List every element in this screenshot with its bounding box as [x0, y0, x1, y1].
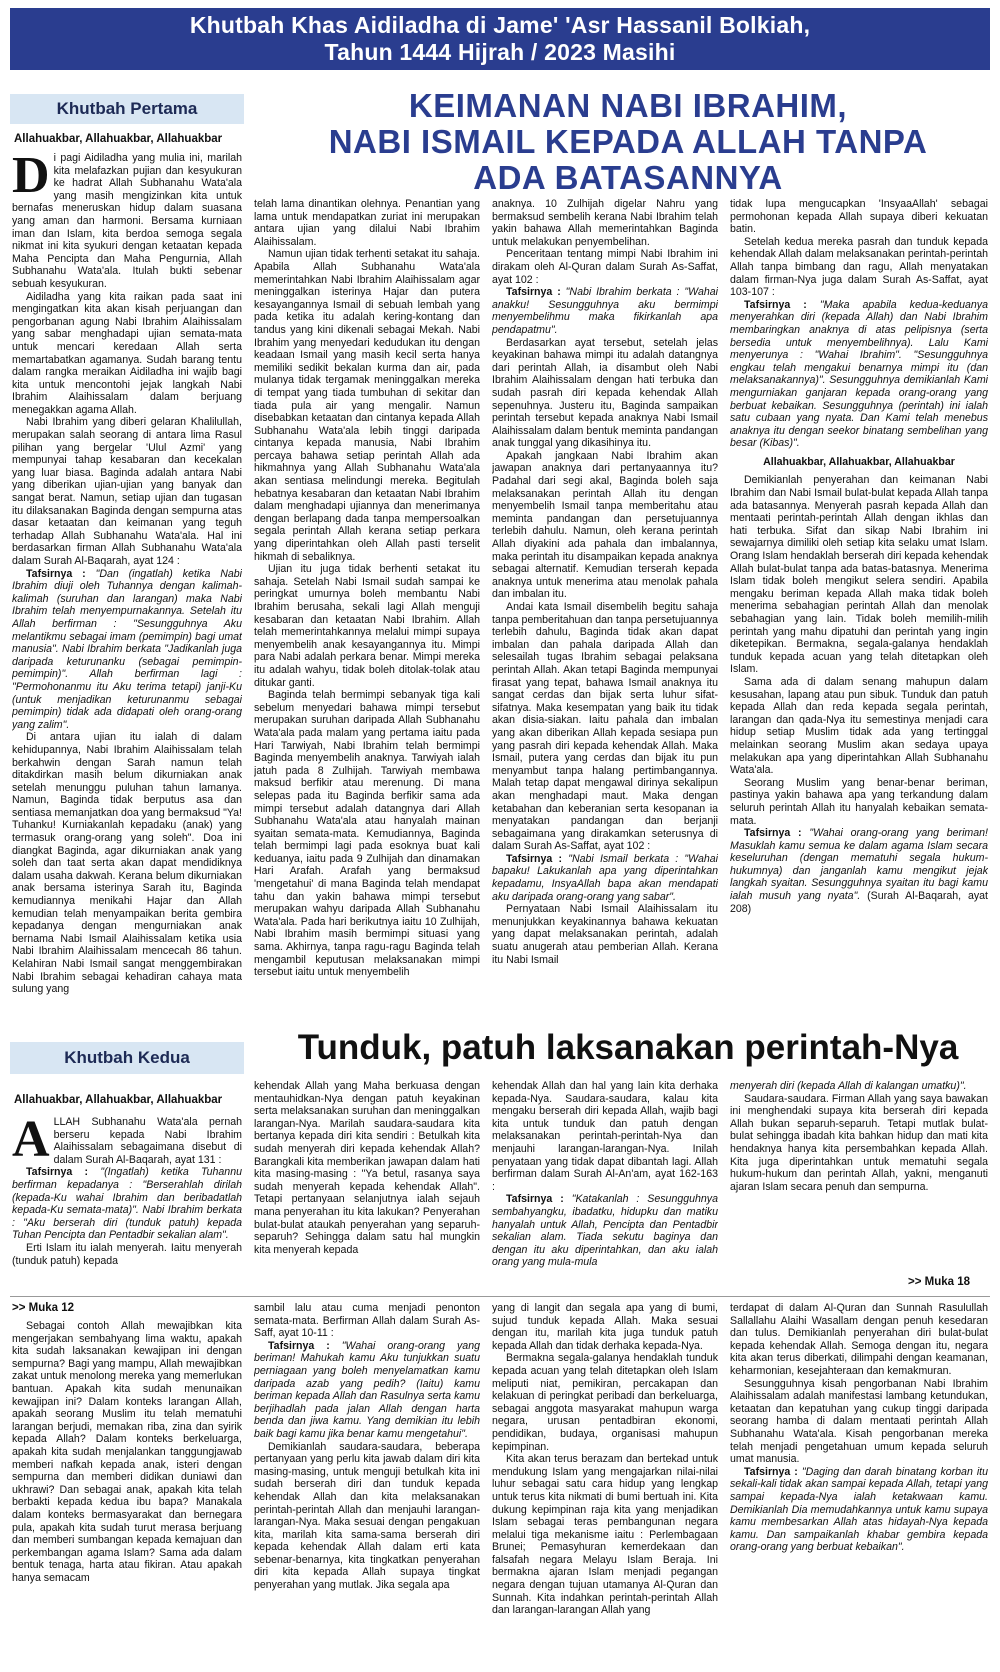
k2-column-1 — [12, 1116, 242, 1288]
tafsir-text: "(Ingatlah) ketika Tuhannu berfirman kepadanya : "Berserahlah dirilah (kepada-Ku wahai Ibrahim dan beribadatlah kepada-Ku semata-mata)". Nabi Ibrahim berkata : "Aku berserah diri (tunduk patuh) kepada Tuhan Pencipta dan Pentadbir sekalian alam". — [12, 1166, 242, 1242]
paragraph: Kita akan terus berazam dan bertekad untuk mendukung Islam yang mengajarkan nilai-nilai luhur sebagai satu cara hidup yang lengkap untuk terus kita nikmati di bumi bertuah ini. Kita dukung kepimpinan raja kita yang menjadikan Islam sebagai teras pembangunan negara melalui tiga mekanisme iaitu : Perlembagaan Brunei; Pemasyhuran kemerdekaan dan falsafah negara Melayu Islam Beraja. Ini bermakna ajaran Islam menjadi pegangan negara dengan tujuan utamanya Al-Quran dan Sunnah. Kita indahkan perintah-perintah Allah dan larangan-larangan Allah yang — [492, 1453, 718, 1617]
bottom-column-4 — [730, 1302, 988, 1666]
tafsir-text: "Katakanlah : Sesungguhnya sembahyangku, ibadatku, hidupku dan matiku hanyalah untuk Allah, Pencipta dan Pentadbir sekalian alam. Tiada sekutu baginya dan dengan itu aku diperintahkan, dan aku ialah orang yang mula-mula — [492, 1193, 718, 1269]
paragraph: Nabi Ibrahim yang diberi gelaran Khalilullah, merupakan salah seorang di antara lima Rasul pilihan yang bergelar 'Ulul Azmi' yang mempunyai tahap kesabaran dan kecekalan yang luar biasa. Baginda adalah antara Nabi yang diberikan ujian-ujian yang banyak dan sangat berat. Namun, setiap ujian dan tugasan itu dilaksanakan Baginda dengan sempurna atas dasar ketaatan dan keimanan yang teguh terhadap Allah Subhanahu Wata'ala. Hal ini berdasarkan firman Allah Subhanahu Wata'ala dalam Surah Al-Baqarah, ayat 124 : — [12, 416, 242, 567]
paragraph: Apakah jangkaan Nabi Ibrahim akan jawapan anaknya dari pertanyaannya itu? Padahal dari segi akal, Baginda boleh saja melaksanakan perintah Allah itu dengan menyembelih Ismail tanpa memberitahu atau meminta pandangan dan persetujuannya terlebih dahulu. Namun, oleh kerana perintah Allah diyakini ada pahala dan imbalannya, maka perintah itu disampaikan kepada anaknya sebagai alternatif. Kemudian terserah kepada anaknya untuk menerima atau menolak pahala dan imbalan itu. — [492, 449, 718, 601]
paragraph: Ujian itu juga tidak berhenti setakat itu sahaja. Setelah Nabi Ismail sudah sampai ke peringkat umurnya boleh membantu Nabi Ibrahim berusaha, sekali lagi Allah menguji kesabaran dan ketaatan Nabi Ibrahim. Allah telah memerintahkannya melalui mimpi supaya menyembelih anak kesayangannya itu. Mimpi para Nabi adalah perkara benar. Mimpi mereka itu adalah wahyu, tidak boleh ditolak-tolak atau ditukar ganti. — [254, 563, 480, 689]
tafsir-quote — [12, 568, 242, 732]
article-column-2 — [254, 198, 480, 1000]
bottom-column-3 — [492, 1302, 718, 1666]
paragraph: LLAH Subhanahu Wata'ala pernah berseru kepada Nabi Ibrahim Alaihissalam sebagaimana disebut di dalam Surah Al-Baqarah, ayat 131 : — [53, 1116, 242, 1166]
paragraph: Pernyataan Nabi Ismail Alaihissalam itu menunjukkan keyakinannya bahawa kekuatan yang dapat melaksanakan perintah, adalah suatu anugerah atau pemberian Allah. Kerana itu Nabi Ismail — [492, 903, 718, 966]
tafsir-text: "Wahai orang-orang yang beriman! Masuklah kamu semua ke dalam agama Islam secara keseluruhan (dengan mematuhi segala hukum-hukumnya) dan janganlah kamu mengikut jejak langkah syaitan. Sesungguhnya syaitan itu bagi kamu ialah musuh yang nyata". — [730, 827, 988, 903]
tafsir-label: Tafsirnya : — [26, 1166, 89, 1179]
paragraph: tidak lupa mengucapkan 'InsyaaAllah' sebagai permohonan kepada Allah supaya diberi kekuatan batin. — [730, 198, 988, 236]
tafsir-source: (Surah Al-Baqarah, ayat 208) — [730, 890, 988, 915]
paragraph: Sebagai contoh Allah mewajibkan kita mengerjakan sembahyang lima waktu, apakah kita sudah laksanakan kewajipan ini dengan sempurna? Bagi yang mampu, Allah mewajibkan zakat untuk menolong mereka yang memerlukan bantuan. Apakah kita sudah menunaikan kewajipan ini? Dalam konteks larangan Allah, apakah seorang Muslim itu telah mematuhi larangan berjudi, memakan riba, zina dan syirik kepada Allah? Dalam konteks berkeluarga, apakah kita sudah menjalankan tanggungjawab memberi nafkah kepada anak, isteri dengan sempurna dan memberi didikan duniawi dan ukhrawi? Dan sebagai anak, apakah kita telah berbakti kepada kedua ibu bapa? Manakala dalam konteks bermasyarakat dan bernegara pula, apakah kita sudah turut merasa berjuang dan memberi sumbangan kepada kemajuan dan perkembangan agama Islam? Sama ada dalam bentuk tenaga, harta atau fikiran. Atau apakah hanya semacam — [12, 1320, 242, 1584]
tafsir-quote — [492, 853, 718, 903]
section-label-khutbah-pertama: Khutbah Pertama — [10, 94, 244, 124]
banner-line-1: Khutbah Khas Aidiladha di Jame' 'Asr Hassanil Bolkiah, — [189, 12, 811, 38]
article-column-3 — [492, 198, 718, 1000]
headline-line-2: NABI ISMAIL KEPADA ALLAH TANPA — [328, 123, 928, 160]
paragraph: i pagi Aidiladha yang mulia ini, marilah kita melafazkan pujian dan kesyukuran ke hadrat Allah Subhanahu Wata'ala yang masih mengizinkan kita untuk bernafas meneruskan hidup dalam suasana yang aman dan harmoni. Bersama kurniaan iman dan Islam, kita berdoa semoga segala nikmat ini kita syukuri dengan ketaatan kepada Maha Pencipta dan Maha Pengurnia, Allah Subhanahu Wata'ala. Itulah bukti sebenar sebuah kesyukuran. — [12, 152, 242, 290]
article-column-4 — [730, 198, 988, 1000]
page-banner — [10, 8, 990, 70]
paragraph: Berdasarkan ayat tersebut, setelah jelas keyakinan bahawa mimpi itu adalah datangnya dari perintah Allah, ia disambut oleh Nabi Ibrahim Alaihissalam dengan hati terbuka dan sudah pasrah diri kepada kehendak Allah sepenuhnya. Justeru itu, Baginda sampaikan perintah tersebut kepada anaknya Nabi Ismail Alaihissalam dalam bentuk meminta pandangan anak tunggal yang dikasihinya itu. — [492, 336, 718, 450]
tafsir-label: Tafsirnya : — [268, 1339, 330, 1352]
tafsir-label: Tafsirnya : — [744, 827, 802, 840]
tafsir-text: "Nabi Ibrahim berkata : "Wahai anakku! Sesungguhnya aku bermimpi menyembelihmu maka fikirkanlah apa pendapatmu". — [492, 286, 718, 336]
paragraph: Baginda telah bermimpi sebanyak tiga kali sebelum menyedari bahawa mimpi tersebut merupakan suruhan daripada Allah Subhanahu Wata'ala pada malam yang pertama iaitu pada Hari Tarwiyah, Nabi Ibrahim telah bermimpi Baginda menyembelih anaknya. Tarwiyah ialah jatuh pada 8 Zulhijah. Tarwiyah membawa maksud berfikir atau merenung. Di mana selepas pada itu Baginda berfikir sama ada mimpi tersebut adalah datangnya dari Allah Subhanahu Wata'ala atau hanyalah mainan syaitan semata-mata. Kemudiannya, Baginda telah bermimpi lagi pada esoknya buat kali keduanya, iaitu pada 9 Zulhijah dan dinamakan Hari Arafah. Arafah yang bermaksud 'mengetahui' di mana Baginda telah mendapat tahu dan yakin bahawa mimpi tersebut merupakan wahyu daripada Allah Subhanahu Wata'ala. Pada hari berikutnya iaitu 10 Zulhijah, Nabi Ibrahim masih bermimpi situasi yang sama. Akhirnya, tanpa ragu-ragu Baginda telah mengambil keputusan melaksanakan mimpi tersebut iaitu untuk menyembelih — [254, 689, 480, 979]
section-label-khutbah-kedua: Khutbah Kedua — [10, 1042, 244, 1074]
paragraph: Bermakna segala-galanya hendaklah tunduk kepada acuan yang telah ditetapkan oleh Islam meliputi niat, pemikiran, percakapan dan kelakuan di peringkat peribadi dan berkeluarga, sebagai anggota masyarakat mahupun warga negara, urusan pentadbiran ekonomi, pendidikan, budaya, organisasi mahupun kepimpinan. — [492, 1352, 718, 1453]
tafsir-quote — [730, 1466, 988, 1554]
paragraph: yang di langit dan segala apa yang di bumi, sujud tunduk kepada Allah. Maka sesuai dengan itu, marilah kita juga tunduk patuh kepada Allah dan tidak derhaka kepada-Nya. — [492, 1302, 718, 1352]
divider — [10, 1296, 990, 1297]
k2-column-2 — [254, 1080, 480, 1288]
tafsir-label: Tafsirnya : — [506, 1193, 564, 1206]
paragraph: Demikianlah saudara-saudara, beberapa pertanyaan yang perlu kita jawab dalam diri kita masing-masing, untuk menguji betulkah kita ini sudah berserah diri dan tunduk kepada kehendak Allah dan kita melaksanakan perintah-perintah Allah dan menjauhi larangan-larangan-Nya. Maka sesuai dengan pengakuan kita, marilah kita sama-sama berserah diri kepada kehendak Allah dalam erti kata sebenar-benarnya, kita tingkatkan penyerahan diri kita kepada Allah supaya tingkat penyerahan yang mutlak. Jika segala apa — [254, 1440, 480, 1592]
paragraph: Namun ujian tidak terhenti setakat itu sahaja. Apabila Allah Subhanahu Wata'ala memerintahkan Nabi Ibrahim Alaihissalam agar meninggalkan isterinya Hajar dan putera kesayangannya Ismail di sebuah lembah yang pada ketika itu adalah kering-kontang dan tandus yang kini dikenali sebagai Mekah. Nabi Ibrahim yang menyedari kedudukan itu dengan keadaan Ismail yang masih kecil serta hanya memiliki sedikit bekalan kurma dan air, pada mulanya tidak tergamak meninggalkan mereka di tempat yang tiada tumbuhan di sekitar dan tiada pula air yang mengalir. Namun disebabkan ketaatan dan cintanya kepada Allah Subhanahu Wata'ala lebih tinggi daripada cintanya kepada manusia, Nabi Ibrahim percaya bahawa setiap perintah Allah ada hikmahnya yang Allah Subhanahu Wata'ala akan sentiasa melindungi mereka. Begitulah hebatnya kesabaran dan ketaatan Nabi Ibrahim dalam menghadapi ujiannya dan menerimanya dengan berlapang dada tanpa mempersoalkan segala perintah Allah kerana setiap perkara yang diperintahkan oleh Allah pasti terselit hikmah di sebaliknya. — [254, 248, 480, 563]
bottom-column-1 — [12, 1320, 242, 1666]
tafsir-quote — [492, 1193, 718, 1269]
paragraph: Setelah kedua mereka pasrah dan tunduk kepada kehendak Allah dalam melaksanakan perintah-perintah Allah tanpa bimbang dan ragu, Allah menyatakan dalam firman-Nya juga dalam Surah As-Saffat, ayat 103-107 : — [730, 235, 988, 299]
paragraph: telah lama dinantikan olehnya. Penantian yang lama untuk mendapatkan zuriat ini merupakan antara ujian yang dilalui Nabi Ibrahim Alaihissalam. — [254, 198, 480, 248]
continued-page-ref[interactable]: >> Muka 18 — [908, 1276, 971, 1288]
paragraph: Penceritaan tentang mimpi Nabi Ibrahim ini dirakam oleh Al-Quran dalam Surah As-Saffat, ayat 102 : — [492, 248, 718, 286]
dropcap-letter: D — [12, 152, 50, 204]
k2-column-3 — [492, 1080, 718, 1288]
paragraph: sambil lalu atau cuma menjadi penonton semata-mata. Berfirman Allah dalam Surah As-Saff, ayat 10-11 : — [254, 1302, 480, 1340]
paragraph: kehendak Allah yang Maha berkuasa dengan mentauhidkan-Nya dengan patuh keyakinan serta melaksanakan suruhan dan meninggalkan larangan-Nya. Marilah saudara-saudara kita bertanya kepada diri kita sendiri : Betulkah kita sudah menyerah diri kepada kehendak Allah? Barangkali kita memberikan jawapan dalam hati kita masing-masing : "Ya betul, rasanya saya sudah menyerah kepada kehendak Allah". Tetapi pertanyaan selanjutnya ialah sejauh mana penyerahan itu kita lakukan? Penyerahan bulat-bulat ataukah penyerahan yang separuh-separuh? Sehingga dalam satu hal mungkin kita menyerah kepada — [254, 1080, 480, 1256]
k2-column-4 — [730, 1080, 988, 1268]
paragraph: kehendak Allah dan hal yang lain kita derhaka kepada-Nya. Saudara-saudara, kalau kita mengaku berserah diri kepada Allah, wajib bagi kita untuk tunduk dan patuh dengan melaksanakan perintah-perintah-Nya dan menjauhi larangan-larangan-Nya. Inilah penyataan yang tidak dapat dibantah lagi. Allah berfirman dalam Surah Al-An'am, ayat 162-163 : — [492, 1080, 718, 1193]
takbir-heading: Allahuakbar, Allahuakbar, Allahuakbar — [763, 455, 955, 468]
paragraph: Demikianlah penyerahan dan keimanan Nabi Ibrahim dan Nabi Ismail bulat-bulat kepada Allah tanpa ada batasannya. Menyerah pasrah kepada Allah dan mentaati perintah-perintah Allah dengan ikhlas dan hati terbuka. Sifat dan sikap Nabi Ibrahim ini sewajarnya dimiliki oleh setiap kita selaku umat Islam. Orang Islam hendaklah berserah diri kepada kehendak Allah bulat-bulat tanpa ada batas-batasnya. Menerima Islam tidak boleh mengikut selera sendiri. Apabila mengaku beriman kepada Allah maka tidak boleh menerima sebahagian perintah Allah dan menolak sebahagian yang lain. Tidak boleh memilih-milih perintah yang mahu dipatuhi dan perintah yang ingin diketepikan. Bermakna, segala-galanya hendaklah tunduk kepada acuan yang telah ditetapkan oleh Islam. — [730, 474, 988, 676]
tafsir-label: Tafsirnya : — [744, 1465, 798, 1478]
takbir-heading: Allahuakbar, Allahuakbar, Allahuakbar — [14, 133, 223, 145]
paragraph: Aidiladha yang kita raikan pada saat ini mengingatkan kita akan kisah perjuangan dan pengorbanan agung Nabi Ibrahim Alaihissalam yang sabar menghadapi ujian semata-mata untuk mencari keredaan Allah serta memartabatkan agamanya. Sudah barang tentu dalam rangka meraikan Aidiladha ini wajib bagi kita untuk mencontohi jejak langkah Nabi Ibrahim Alaihissalam dalam berjuang menegakkan agama Allah. — [12, 290, 242, 416]
tafsir-label: Tafsirnya : — [26, 567, 86, 580]
paragraph: anaknya. 10 Zulhijah digelar Nahru yang bermaksud sembelih kerana Nabi Ibrahim telah yakin bahawa Allah memerintahkan Baginda untuk melakukan penyembelihan. — [492, 198, 718, 248]
paragraph: Saudara-saudara. Firman Allah yang saya bawakan ini menghendaki supaya kita berserah diri kepada Allah bukan separuh-separuh. Tetapi mutlak bulat-bulat sehingga ibadah kita bahkan hidup dan mati kita hendaknya hanya kita persembahkan kepada Allah. Kita juga diperintahkan untuk mematuhi segala hukum-hukum dan perintah Allah, yakni, menganuti ajaran Islam secara penuh dan sempurna. — [730, 1092, 988, 1193]
paragraph: Andai kata Ismail disembelih begitu sahaja tanpa pemberitahuan dan tanpa persetujuannya terlebih dahulu, Baginda tidak akan dapat imbalan dan pahala daripada Allah dan selesailah tugas Ibrahim sebagai pelaksana perintah Allah. Akan tetapi Baginda mempunyai firasat yang tepat, bahawa Ismail anaknya itu sangat cerdas dan bijak serta luhur sifat-sifatnya. Maka kesempatan yang baik itu tidak akan disia-siakan. Iaitu pahala dan imbalan yang akan diberikan Allah kepada sesiapa pun yang pasrah diri kepada kehendak Allah. Maka Ismail, putera yang cerdas dan bijak itu pun menyambut tanpa halang pertimbangannya. Malah tetap dapat mengawal dirinya sekalipun akan menghadapi maut. Maka dengan ketabahan dan keberanian serta kesopanan ia menyatakan pandangan dan berjanji sebagaimana yang dirakamkan seterusnya di dalam Surah As-Saffat, ayat 102 : — [492, 601, 718, 853]
headline-line-1: KEIMANAN NABI IBRAHIM, — [408, 87, 848, 124]
tafsir-quote — [12, 1166, 242, 1242]
bottom-column-2 — [254, 1302, 480, 1666]
article-column-1 — [12, 152, 242, 1000]
tafsir-label: Tafsirnya : — [506, 852, 563, 865]
takbir-heading: Allahuakbar, Allahuakbar, Allahuakbar — [14, 1094, 223, 1106]
tafsir-text: "Maka apabila kedua-keduanya menyerahkan diri (kepada Allah) dan Nabi Ibrahim membaringkan anaknya di atas pelipisnya (serta bersedia untuk menyembelihnya). Lalu Kami menyerunya : "Wahai Ibrahim". "Sesungguhnya engkau telah mengakui benarnya mimpi itu (dan melaksanakannya)". Sesungguhnya demikianlah Kami mengurniakan ganjaran kepada orang-orang yang berbuat kebaikan. Sesungguhnya (perintah) ini ialah satu cubaan yang nyata. Dan Kami telah menebus anaknya itu dengan seekor binatang sembelihan yang besar (Kibas)". — [730, 298, 988, 450]
tafsir-label: Tafsirnya : — [744, 298, 807, 311]
tafsir-text: "Daging dan darah binatang korban itu sekali-kali tidak akan sampai kepada Allah, tetapi yang sampai kepada-Nya ialah ketakwaan kamu. Demikianlah Dia memudahkannya untuk kamu supaya kamu membesarkan Allah atas hidayah-Nya kepada kamu. Dan sampaikanlah khabar gembira kepada orang-orang yang berbuat kebaikan". — [730, 1465, 988, 1554]
paragraph: Sesungguhnya kisah pengorbanan Nabi Ibrahim Alaihissalam adalah manifestasi lambang ketundukan, ketaatan dan kepatuhan yang cukup tinggi daripada seorang hamba di dalam mentaati perintah Allah Subhanahu Wata'ala. Kisah pengorbanan mereka telah menjadi pengetahuan umum kepada seluruh umat manusia. — [730, 1377, 988, 1466]
tafsir-quote — [730, 299, 988, 450]
tafsir-text: menyerah diri (kepada Allah di kalangan umatku)". — [730, 1080, 967, 1092]
headline-line-3: ADA BATASANNYA — [473, 159, 783, 196]
paragraph: terdapat di dalam Al-Quran dan Sunnah Rasulullah Sallallahu Alaihi Wasallam dengan penuh kesedaran dan tulus. Demikianlah penyerahan diri bulat-bulat kepada kehendak Allah. Semoga dengan itu, negara kita akan terus diberkati, dilimpahi dengan keamanan, keharmonian, kesejahteraan dan kemakmuran. — [730, 1302, 988, 1377]
dropcap-letter: A — [12, 1116, 50, 1168]
tafsir-label: Tafsirnya : — [506, 286, 561, 299]
paragraph: Seorang Muslim yang benar-benar beriman, pastinya yakin bahawa apa yang terkandung dalam seluruh perintah Allah itu hanyalah kebaikan semata-mata. — [730, 776, 988, 827]
tafsir-quote — [730, 827, 988, 915]
paragraph: Di antara ujian itu ialah di dalam kehidupannya, Nabi Ibrahim Alaihissalam telah berkahwin dengan Sarah namun telah ditakdirkan masih belum dikurniakan anak setelah menunggu puluhan tahun lamanya. Namun, Baginda tidak berputus asa dan sentiasa memanjatkan doa yang bermaksud "Ya! Tuhanku! Kurniakanlah kepadaku (anak) yang termasuk orang-orang yang soleh". Doa ini diangkat Baginda, agar dikurniakan anak yang soleh dan taat serta akan dapat mendidiknya dalam usaha dakwah. Kerana belum dikurniakan anak bersama isterinya Sarah itu, Baginda kemudiannya menikahi Hajar dan Allah kemudian telah menyampaikan berita gembira kepadanya dengan mengurniakan anak bernama Nabi Ismail Alaihissalam ketika usia Nabi Ibrahim Alaihissalam mencecah 86 tahun. Kelahiran Nabi Ismail sangat menggembirakan Nabi Ibrahim sebagai kehadiran cahaya mata sulung yang — [12, 731, 242, 996]
main-headline — [268, 88, 988, 196]
tafsir-text: "Dan (ingatlah) ketika Nabi Ibrahim diuji oleh Tuhannya dengan kalimah-kalimah (suruhan dan larangan) maka Nabi Ibrahim telah menyempurnakannya. Setelah itu Allah berfirman : "Sesungguhnya Aku melantikmu sebagai imam (pemimpin) bagi umat manusia". Nabi Ibrahim berkata "Jadikanlah juga daripada keturunanku (sebagai pemimpin-pemimpin)". Allah berfirman lagi : "Permohonanmu itu Aku terima tetapi) janji-Ku (untuk menjadikan keturunanmu sebagai pemimpin) tidak ada didapati oleh orang-orang yang zalim". — [12, 567, 242, 731]
continued-from-ref[interactable]: >> Muka 12 — [12, 1302, 75, 1314]
second-headline: Tunduk, patuh laksanakan perintah-Nya — [297, 1028, 959, 1067]
paragraph: Sama ada di dalam senang mahupun dalam kesusahan, lapang atau pun sibuk. Tunduk dan patuh kepada Allah dan reda kepada segala perintah, larangan dan qada-Nya itu semestinya menjadi cara hidup setiap Muslim tidak ada yang tertinggal melainkan seorang Muslim akan sedaya upaya melakukan apa yang diperintahkan Allah Subhanahu Wata'ala. — [730, 675, 988, 777]
tafsir-quote — [254, 1340, 480, 1441]
tafsir-text: "Nabi Ismail berkata : "Wahai bapaku! Lakukanlah apa yang diperintahkan kepadamu, InsyaAllah bapa akan mendapati aku daripada orang-orang yang sabar". — [492, 852, 718, 903]
tafsir-quote — [492, 286, 718, 336]
banner-line-2: Tahun 1444 Hijrah / 2023 Masihi — [324, 39, 676, 65]
paragraph: Erti Islam itu ialah menyerah. Iaitu menyerah (tunduk patuh) kepada — [12, 1241, 242, 1267]
tafsir-text: "Wahai orang-orang yang beriman! Mahukah kamu Aku tunjukkan suatu perniagaan yang boleh menyelamatkan kamu daripada azab yang pedih? (Iaitu) kamu beriman kepada Allah dan Rasulnya serta kamu berjihadlah pada jalan Allah dengan harta benda dan jiwa kamu. Yang demikian itu lebih baik bagi kamu jika benar kamu mengetahui". — [254, 1339, 480, 1440]
